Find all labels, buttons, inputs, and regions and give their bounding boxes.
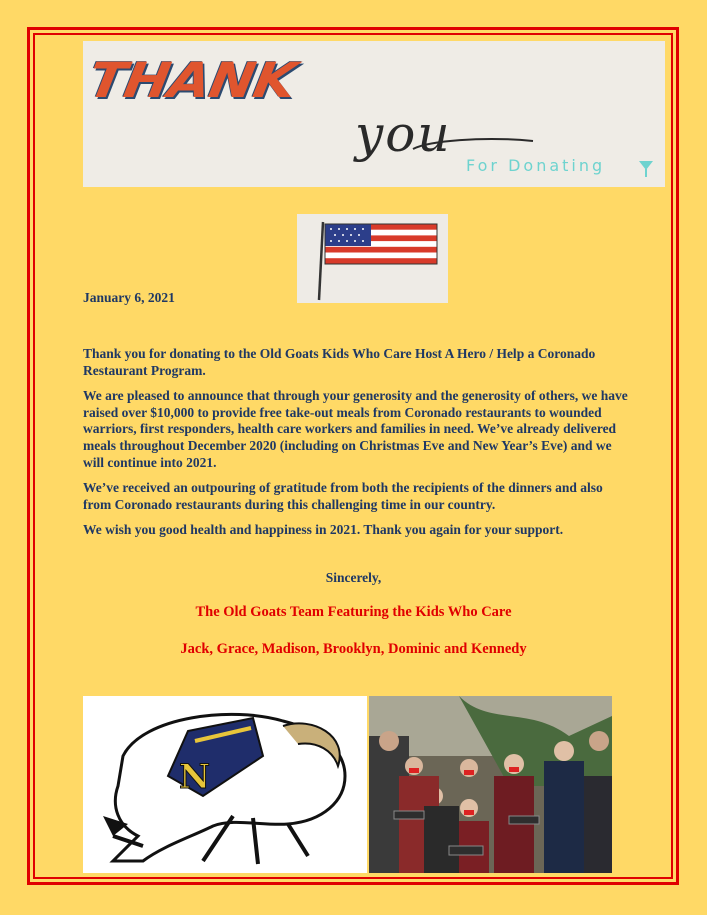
paragraph-announcement: We are pleased to announce that through your generosity and the generosity of others, we have raised over $10,000 to provide free take-out meals from Coronado restaurants to wounded warriors, first responders, health care workers and families in need. We’ve already delivered meals throughout December 2020 (including on Christmas Eve and New Year’s Eve) and we will continue into 2021. [83, 388, 628, 470]
paragraph-gratitude: We’ve received an outpouring of gratitude from both the recipients of the dinners and also from Coronado restaurants during this challenging time in our country. [83, 480, 603, 512]
signature-team: The Old Goats Team Featuring the Kids Who Care [195, 604, 512, 620]
thank-heading: THANK [84, 52, 300, 109]
american-flag-drawing [297, 214, 448, 303]
for-donating-text: For Donating [466, 156, 606, 175]
logo-letter: N [179, 757, 211, 797]
flag-icon [297, 214, 448, 303]
letter-date: January 6, 2021 [83, 290, 175, 305]
you-heading: you [355, 105, 452, 163]
paragraph-wishes: We wish you good health and happiness in 2021. Thank you again for your support. [83, 522, 564, 538]
closing-text: Sincerely, [325, 570, 382, 585]
navy-goat-logo [83, 696, 367, 873]
paragraph-thanks: Thank you for donating to the Old Goats Kids Who Care Host A Hero / Help a Coronado Restaurant Program. [83, 346, 596, 378]
thank-you-banner [83, 41, 665, 187]
goat-logo-icon [83, 696, 367, 873]
signature-names: Jack, Grace, Madison, Brooklyn, Dominic and Kennedy [180, 641, 527, 657]
letter-body [83, 346, 628, 548]
group-photo-image [369, 696, 612, 873]
kids-group-photo [369, 696, 612, 873]
